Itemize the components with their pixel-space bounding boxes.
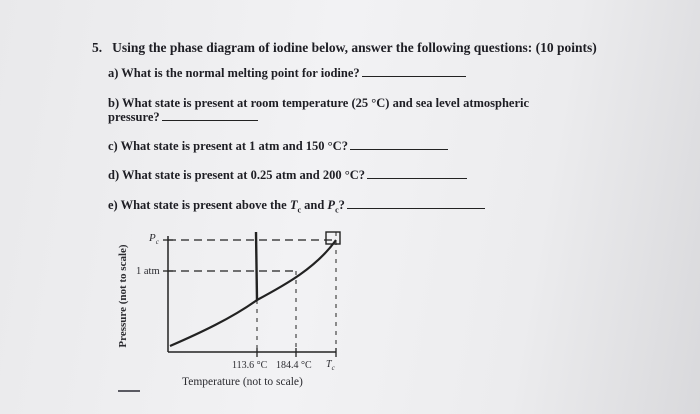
subquestion-c-text: c) What state is present at 1 atm and 150 °C?	[108, 139, 348, 153]
x-axis-label: Temperature (not to scale)	[182, 376, 303, 388]
fusion-curve	[256, 232, 257, 300]
subquestion-b-line1: b) What state is present at room temperature (25 °C) and sea level atmospheric	[108, 96, 530, 110]
pc-tick-subscript: c	[155, 238, 159, 247]
subquestion-a-text: a) What is the normal melting point for iodine?	[108, 66, 360, 80]
subquestion-e-tc-sub: c	[297, 205, 302, 215]
t1-tick-label: 113.6 °C	[232, 360, 268, 371]
question-title: Using the phase diagram of iodine below, answer the following questions: (10 points)	[112, 40, 597, 55]
ink-smudge	[118, 390, 140, 392]
sublimation-curve	[170, 300, 257, 346]
subquestion-e-pc: P	[327, 198, 336, 212]
pc-tick-symbol: P	[149, 232, 156, 244]
tc-tick-subscript: c	[331, 364, 335, 372]
critical-point-marker	[326, 232, 340, 244]
subquestion-e-prefix: e) What state is present above the	[108, 198, 290, 212]
tc-tick-symbol: T	[326, 359, 332, 370]
subquestion-e-suffix: ?	[338, 198, 345, 212]
pc-tick-label	[149, 232, 159, 246]
subquestion-e-pc-sub: c	[335, 205, 339, 215]
question-number: 5.	[92, 40, 103, 55]
subquestion-d-text: d) What state is present at 0.25 atm and 200 °C?	[108, 168, 365, 182]
t2-tick-label: 184.4 °C	[276, 360, 312, 371]
subquestion-b-text: pressure?	[108, 110, 160, 124]
subquestion-e-tc: T	[289, 198, 298, 212]
subquestion-e-mid: and	[301, 198, 328, 212]
one-atm-tick-label: 1 atm	[136, 266, 160, 277]
y-axis-label: Pressure (not to scale)	[117, 244, 129, 348]
tc-tick-label	[326, 359, 335, 372]
